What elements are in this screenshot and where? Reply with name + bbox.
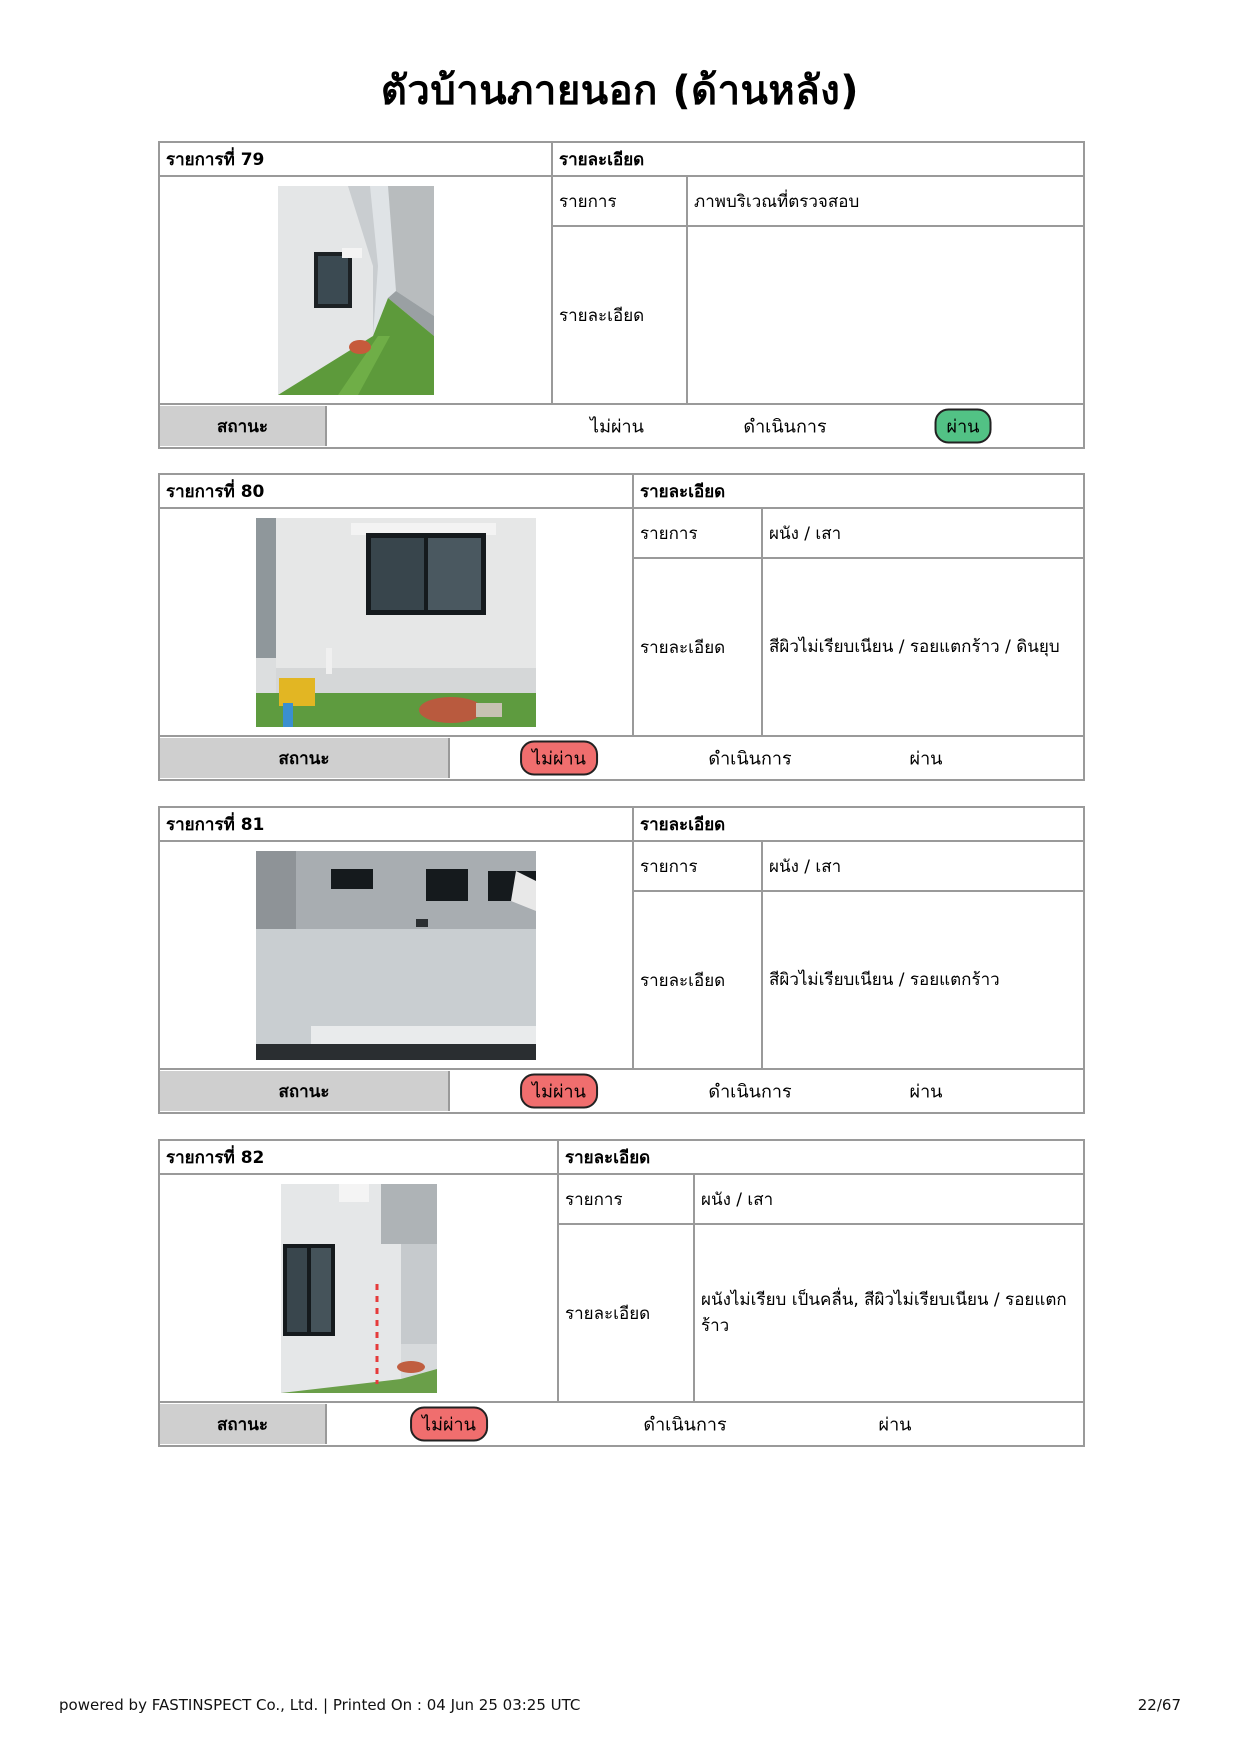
status-options [450, 738, 1083, 778]
status-option-pass-selected[interactable]: ผ่าน [935, 409, 992, 444]
details-value: สีผิวไม่เรียบเนียน / รอยแตกร้าว [762, 891, 1084, 1069]
status-options [450, 1071, 1083, 1111]
photo-cell [159, 1174, 558, 1402]
inspection-item-80 [158, 473, 1085, 781]
item-value: ผนัง / เสา [762, 508, 1084, 558]
item-value: ผนัง / เสา [694, 1174, 1084, 1224]
details-label: รายละเอียด [633, 558, 762, 736]
status-row [159, 1402, 1084, 1446]
item-heading: รายการที่ 82 [159, 1140, 558, 1174]
status-bar [160, 738, 1083, 778]
item-heading: รายการที่ 79 [159, 142, 552, 176]
details-header: รายละเอียด [633, 474, 1084, 508]
details-header: รายละเอียด [558, 1140, 1084, 1174]
status-option-pass[interactable]: ผ่าน [909, 1081, 943, 1103]
details-label: รายละเอียด [552, 226, 687, 404]
details-value: ผนังไม่เรียบ เป็นคลื่น, สีผิวไม่เรียบเนียน / รอยแตกร้าว [694, 1224, 1084, 1402]
status-option-in-progress[interactable]: ดำเนินการ [708, 748, 792, 770]
details-value: สีผิวไม่เรียบเนียน / รอยแตกร้าว / ดินยุบ [762, 558, 1084, 736]
status-label: สถานะ [160, 738, 450, 778]
details-label: รายละเอียด [558, 1224, 694, 1402]
status-row [159, 1069, 1084, 1113]
status-options [327, 1404, 1083, 1444]
item-value: ผนัง / เสา [762, 841, 1084, 891]
item-label: รายการ [633, 841, 762, 891]
inspection-item-79 [158, 141, 1085, 449]
status-bar [160, 1071, 1083, 1111]
status-label: สถานะ [160, 1404, 327, 1444]
photo-wall-dashed-line-icon[interactable] [281, 1184, 437, 1393]
details-value [687, 226, 1084, 404]
status-option-in-progress[interactable]: ดำเนินการ [743, 416, 827, 438]
status-option-fail-selected[interactable]: ไม่ผ่าน [520, 1074, 598, 1109]
status-option-pass[interactable]: ผ่าน [909, 748, 943, 770]
photo-wall-window-icon[interactable] [256, 518, 536, 727]
status-option-fail-selected[interactable]: ไม่ผ่าน [410, 1407, 488, 1442]
item-heading: รายการที่ 80 [159, 474, 633, 508]
status-label: สถานะ [160, 1071, 450, 1111]
item-heading: รายการที่ 81 [159, 807, 633, 841]
photo-cell [159, 841, 633, 1069]
photo-cell [159, 176, 552, 404]
photo-cell [159, 508, 633, 736]
status-option-fail[interactable]: ไม่ผ่าน [590, 416, 644, 438]
page-number: 22/67 [1137, 1696, 1181, 1714]
status-row [159, 736, 1084, 780]
page-title: ตัวบ้านภายนอก (ด้านหลัง) [380, 68, 860, 114]
footer-printed-info: powered by FASTINSPECT Co., Ltd. | Printed On : 04 Jun 25 03:25 UTC [59, 1696, 581, 1714]
status-label: สถานะ [160, 406, 327, 446]
item-label: รายการ [558, 1174, 694, 1224]
item-value: ภาพบริเวณที่ตรวจสอบ [687, 176, 1084, 226]
status-options [327, 406, 1083, 446]
photo-side-alley-icon[interactable] [278, 186, 434, 395]
item-label: รายการ [552, 176, 687, 226]
details-label: รายละเอียด [633, 891, 762, 1069]
status-option-pass[interactable]: ผ่าน [878, 1414, 912, 1436]
status-bar [160, 406, 1083, 446]
status-option-fail-selected[interactable]: ไม่ผ่าน [520, 741, 598, 776]
status-bar [160, 1404, 1083, 1444]
details-header: รายละเอียด [552, 142, 1084, 176]
item-label: รายการ [633, 508, 762, 558]
details-header: รายละเอียด [633, 807, 1084, 841]
status-option-in-progress[interactable]: ดำเนินการ [708, 1081, 792, 1103]
inspection-item-81 [158, 806, 1085, 1114]
inspection-item-82 [158, 1139, 1085, 1447]
status-row [159, 404, 1084, 448]
photo-upper-wall-icon[interactable] [256, 851, 536, 1060]
status-option-in-progress[interactable]: ดำเนินการ [643, 1414, 727, 1436]
